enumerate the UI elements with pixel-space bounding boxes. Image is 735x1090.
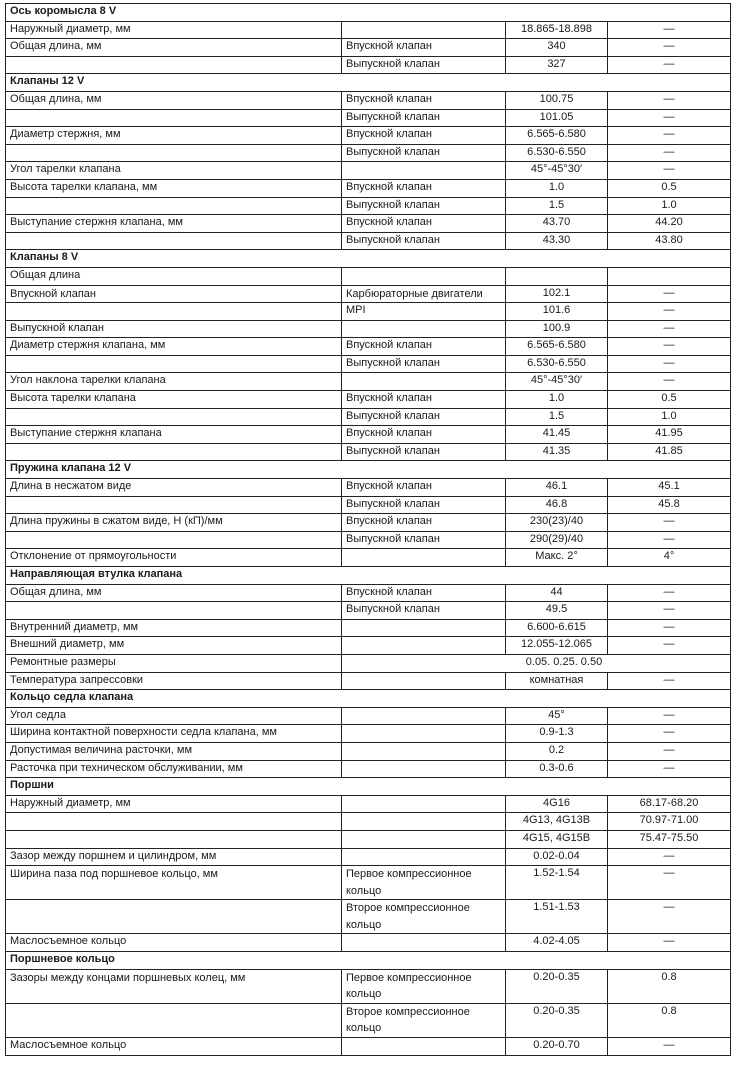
nominal-value-cell: 102.1 xyxy=(506,285,608,303)
spec-row xyxy=(6,267,731,285)
spec-row xyxy=(6,144,731,162)
limit-value-cell: — xyxy=(608,742,731,760)
nominal-value-cell: 0.20-0.35 xyxy=(506,969,608,1003)
parameter-cell: Ширина паза под поршневое кольцо, мм xyxy=(6,866,342,900)
spec-row xyxy=(6,162,731,180)
nominal-value-cell: 100.75 xyxy=(506,91,608,109)
condition-cell xyxy=(342,848,506,866)
limit-value-cell: — xyxy=(608,637,731,655)
spec-row xyxy=(6,672,731,690)
section-header-row xyxy=(6,567,731,585)
nominal-value-cell xyxy=(506,267,608,285)
condition-cell: Карбюраторные двигатели xyxy=(342,285,506,303)
parameter-cell: Высота тарелки клапана, мм xyxy=(6,179,342,197)
spec-row xyxy=(6,109,731,127)
limit-value-cell: — xyxy=(608,338,731,356)
limit-value-cell: — xyxy=(608,707,731,725)
condition-cell xyxy=(342,373,506,391)
nominal-value-cell: 4G13, 4G13B xyxy=(506,813,608,831)
condition-cell: Второе компрессионное кольцо xyxy=(342,900,506,934)
parameter-cell: Общая длина, мм xyxy=(6,584,342,602)
spec-row xyxy=(6,830,731,848)
limit-value-cell: — xyxy=(608,162,731,180)
nominal-value-cell: 4.02-4.05 xyxy=(506,934,608,952)
spec-row xyxy=(6,39,731,57)
parameter-cell: Маслосъемное кольцо xyxy=(6,934,342,952)
spec-row xyxy=(6,373,731,391)
parameter-cell: Внешний диаметр, мм xyxy=(6,637,342,655)
limit-value-cell: 0.8 xyxy=(608,969,731,1003)
parameter-cell: Отклонение от прямоугольности xyxy=(6,549,342,567)
limit-value-cell: — xyxy=(608,355,731,373)
limit-value-cell xyxy=(608,267,731,285)
spec-row xyxy=(6,602,731,620)
parameter-cell: Внутренний диаметр, мм xyxy=(6,619,342,637)
spec-row xyxy=(6,408,731,426)
spec-row xyxy=(6,760,731,778)
limit-value-cell: — xyxy=(608,285,731,303)
spec-row xyxy=(6,725,731,743)
limit-value-cell: — xyxy=(608,602,731,620)
value-cell: 0.05. 0.25. 0.50 xyxy=(342,654,731,672)
limit-value-cell: — xyxy=(608,56,731,74)
nominal-value-cell: 45° xyxy=(506,707,608,725)
spec-row xyxy=(6,637,731,655)
parameter-cell: Выступание стержня клапана, мм xyxy=(6,215,342,233)
nominal-value-cell: 45°-45°30′ xyxy=(506,162,608,180)
nominal-value-cell: 1.5 xyxy=(506,197,608,215)
parameter-cell: Длина в несжатом виде xyxy=(6,479,342,497)
parameter-cell: Наружный диаметр, мм xyxy=(6,795,342,813)
parameter-cell xyxy=(6,303,342,321)
spec-row xyxy=(6,179,731,197)
limit-value-cell: — xyxy=(608,1038,731,1056)
limit-value-cell: — xyxy=(608,900,731,934)
condition-cell xyxy=(342,21,506,39)
section-header-row xyxy=(6,952,731,970)
limit-value-cell: 4° xyxy=(608,549,731,567)
limit-value-cell: — xyxy=(608,109,731,127)
condition-cell: Выпускной клапан xyxy=(342,602,506,620)
nominal-value-cell: 49.5 xyxy=(506,602,608,620)
parameter-cell xyxy=(6,496,342,514)
parameter-cell: Маслосъемное кольцо xyxy=(6,1038,342,1056)
condition-cell: Выпускной клапан xyxy=(342,144,506,162)
spec-row xyxy=(6,795,731,813)
parameter-cell: Допустимая величина расточки, мм xyxy=(6,742,342,760)
limit-value-cell: 0.5 xyxy=(608,179,731,197)
parameter-cell xyxy=(6,813,342,831)
spec-row xyxy=(6,549,731,567)
condition-cell: Выпускной клапан xyxy=(342,408,506,426)
condition-cell: Выпускной клапан xyxy=(342,56,506,74)
condition-cell: Впускной клапан xyxy=(342,426,506,444)
parameter-cell xyxy=(6,144,342,162)
nominal-value-cell: 0.3-0.6 xyxy=(506,760,608,778)
spec-row xyxy=(6,355,731,373)
spec-row xyxy=(6,934,731,952)
nominal-value-cell: 45°-45°30′ xyxy=(506,373,608,391)
spec-row xyxy=(6,21,731,39)
condition-cell: Выпускной клапан xyxy=(342,232,506,250)
spec-row xyxy=(6,320,731,338)
nominal-value-cell: 1.5 xyxy=(506,408,608,426)
limit-value-cell: 0.8 xyxy=(608,1003,731,1037)
nominal-value-cell: 4G16 xyxy=(506,795,608,813)
spec-row xyxy=(6,1038,731,1056)
section-header-row xyxy=(6,250,731,268)
parameter-cell xyxy=(6,531,342,549)
spec-row xyxy=(6,866,731,900)
limit-value-cell: — xyxy=(608,672,731,690)
nominal-value-cell: 0.20-0.70 xyxy=(506,1038,608,1056)
nominal-value-cell: 41.35 xyxy=(506,443,608,461)
condition-cell: Впускной клапан xyxy=(342,179,506,197)
nominal-value-cell: 18.865-18.898 xyxy=(506,21,608,39)
section-header-row xyxy=(6,778,731,796)
parameter-cell: Диаметр стержня, мм xyxy=(6,127,342,145)
limit-value-cell: — xyxy=(608,144,731,162)
parameter-cell: Расточка при техническом обслуживании, мм xyxy=(6,760,342,778)
section-title: Пружина клапана 12 V xyxy=(6,461,731,479)
spec-row xyxy=(6,654,731,672)
nominal-value-cell: 43.70 xyxy=(506,215,608,233)
spec-row xyxy=(6,285,731,303)
nominal-value-cell: 4G15, 4G15B xyxy=(506,830,608,848)
spec-row xyxy=(6,479,731,497)
section-header-row xyxy=(6,690,731,708)
parameter-cell: Наружный диаметр, мм xyxy=(6,21,342,39)
nominal-value-cell: 230(23)/40 xyxy=(506,514,608,532)
limit-value-cell: — xyxy=(608,934,731,952)
condition-cell xyxy=(342,830,506,848)
limit-value-cell: — xyxy=(608,866,731,900)
section-header-row xyxy=(6,4,731,22)
condition-cell: Выпускной клапан xyxy=(342,443,506,461)
limit-value-cell: — xyxy=(608,303,731,321)
limit-value-cell: — xyxy=(608,619,731,637)
condition-cell xyxy=(342,707,506,725)
condition-cell: Впускной клапан xyxy=(342,91,506,109)
limit-value-cell: — xyxy=(608,373,731,391)
section-header-row xyxy=(6,461,731,479)
spec-row xyxy=(6,813,731,831)
parameter-cell: Общая длина, мм xyxy=(6,39,342,57)
nominal-value-cell: 101.6 xyxy=(506,303,608,321)
nominal-value-cell: 100.9 xyxy=(506,320,608,338)
parameter-cell xyxy=(6,232,342,250)
spec-row xyxy=(6,127,731,145)
spec-row xyxy=(6,1003,731,1037)
condition-cell xyxy=(342,549,506,567)
condition-cell xyxy=(342,934,506,952)
condition-cell xyxy=(342,725,506,743)
condition-cell: Впускной клапан xyxy=(342,39,506,57)
nominal-value-cell: Макс. 2° xyxy=(506,549,608,567)
nominal-value-cell: 0.2 xyxy=(506,742,608,760)
nominal-value-cell: 290(29)/40 xyxy=(506,531,608,549)
section-title: Ось коромысла 8 V xyxy=(6,4,731,22)
spec-row xyxy=(6,707,731,725)
condition-cell xyxy=(342,813,506,831)
parameter-cell: Ширина контактной поверхности седла клапана, мм xyxy=(6,725,342,743)
nominal-value-cell: 43.30 xyxy=(506,232,608,250)
condition-cell xyxy=(342,637,506,655)
limit-value-cell: — xyxy=(608,39,731,57)
limit-value-cell: 44.20 xyxy=(608,215,731,233)
condition-cell: Выпускной клапан xyxy=(342,355,506,373)
condition-cell: Выпускной клапан xyxy=(342,197,506,215)
limit-value-cell: — xyxy=(608,725,731,743)
parameter-cell: Диаметр стержня клапана, мм xyxy=(6,338,342,356)
nominal-value-cell: комнатная xyxy=(506,672,608,690)
nominal-value-cell: 41.45 xyxy=(506,426,608,444)
spec-row xyxy=(6,900,731,934)
nominal-value-cell: 46.1 xyxy=(506,479,608,497)
spec-row xyxy=(6,443,731,461)
spec-row xyxy=(6,584,731,602)
limit-value-cell: — xyxy=(608,760,731,778)
spec-table xyxy=(5,3,731,1056)
parameter-cell xyxy=(6,830,342,848)
nominal-value-cell: 44 xyxy=(506,584,608,602)
parameter-cell: Общая длина, мм xyxy=(6,91,342,109)
limit-value-cell: — xyxy=(608,848,731,866)
parameter-cell: Общая длина xyxy=(6,267,342,285)
spec-row xyxy=(6,215,731,233)
condition-cell xyxy=(342,1038,506,1056)
spec-row xyxy=(6,514,731,532)
nominal-value-cell: 0.20-0.35 xyxy=(506,1003,608,1037)
nominal-value-cell: 101.05 xyxy=(506,109,608,127)
parameter-cell: Ремонтные размеры xyxy=(6,654,342,672)
spec-row xyxy=(6,742,731,760)
nominal-value-cell: 340 xyxy=(506,39,608,57)
nominal-value-cell: 0.02-0.04 xyxy=(506,848,608,866)
spec-row xyxy=(6,426,731,444)
limit-value-cell: — xyxy=(608,584,731,602)
spec-row xyxy=(6,56,731,74)
condition-cell xyxy=(342,795,506,813)
limit-value-cell: 45.8 xyxy=(608,496,731,514)
spec-row xyxy=(6,531,731,549)
parameter-cell xyxy=(6,355,342,373)
limit-value-cell: 43.80 xyxy=(608,232,731,250)
spec-row xyxy=(6,338,731,356)
parameter-cell xyxy=(6,197,342,215)
limit-value-cell: 1.0 xyxy=(608,408,731,426)
nominal-value-cell: 46.8 xyxy=(506,496,608,514)
parameter-cell xyxy=(6,109,342,127)
condition-cell: MPI xyxy=(342,303,506,321)
condition-cell: Первое компрессионное кольцо xyxy=(342,866,506,900)
nominal-value-cell: 1.51-1.53 xyxy=(506,900,608,934)
condition-cell xyxy=(342,162,506,180)
limit-value-cell: — xyxy=(608,320,731,338)
condition-cell: Впускной клапан xyxy=(342,338,506,356)
limit-value-cell: — xyxy=(608,531,731,549)
condition-cell: Впускной клапан xyxy=(342,479,506,497)
spec-row xyxy=(6,91,731,109)
parameter-cell: Выпускной клапан xyxy=(6,320,342,338)
limit-value-cell: 0.5 xyxy=(608,391,731,409)
condition-cell: Впускной клапан xyxy=(342,584,506,602)
parameter-cell: Угол тарелки клапана xyxy=(6,162,342,180)
section-title: Клапаны 12 V xyxy=(6,74,731,92)
spec-row xyxy=(6,848,731,866)
condition-cell xyxy=(342,320,506,338)
section-title: Направляющая втулка клапана xyxy=(6,567,731,585)
limit-value-cell: — xyxy=(608,21,731,39)
parameter-cell: Температура запрессовки xyxy=(6,672,342,690)
condition-cell xyxy=(342,760,506,778)
condition-cell: Выпускной клапан xyxy=(342,109,506,127)
limit-value-cell: — xyxy=(608,514,731,532)
parameter-cell: Длина пружины в сжатом виде, Н (кП)/мм xyxy=(6,514,342,532)
parameter-cell: Угол наклона тарелки клапана xyxy=(6,373,342,391)
limit-value-cell: 75.47-75.50 xyxy=(608,830,731,848)
parameter-cell xyxy=(6,602,342,620)
condition-cell: Впускной клапан xyxy=(342,391,506,409)
nominal-value-cell: 6.530-6.550 xyxy=(506,355,608,373)
parameter-cell xyxy=(6,56,342,74)
spec-row xyxy=(6,969,731,1003)
parameter-cell: Угол седла xyxy=(6,707,342,725)
nominal-value-cell: 1.52-1.54 xyxy=(506,866,608,900)
condition-cell: Впускной клапан xyxy=(342,514,506,532)
nominal-value-cell: 6.565-6.580 xyxy=(506,127,608,145)
limit-value-cell: 45.1 xyxy=(608,479,731,497)
condition-cell xyxy=(342,672,506,690)
condition-cell: Первое компрессионное кольцо xyxy=(342,969,506,1003)
section-title: Поршневое кольцо xyxy=(6,952,731,970)
limit-value-cell: 41.95 xyxy=(608,426,731,444)
nominal-value-cell: 6.600-6.615 xyxy=(506,619,608,637)
nominal-value-cell: 12.055-12.065 xyxy=(506,637,608,655)
nominal-value-cell: 1.0 xyxy=(506,391,608,409)
nominal-value-cell: 1.0 xyxy=(506,179,608,197)
limit-value-cell: 1.0 xyxy=(608,197,731,215)
spec-table-body xyxy=(6,4,731,1056)
parameter-cell: Выступание стержня клапана xyxy=(6,426,342,444)
parameter-cell xyxy=(6,408,342,426)
condition-cell xyxy=(342,619,506,637)
parameter-cell: Зазор между поршнем и цилиндром, мм xyxy=(6,848,342,866)
section-title: Поршни xyxy=(6,778,731,796)
nominal-value-cell: 327 xyxy=(506,56,608,74)
condition-cell: Выпускной клапан xyxy=(342,531,506,549)
nominal-value-cell: 6.565-6.580 xyxy=(506,338,608,356)
section-title: Кольцо седла клапана xyxy=(6,690,731,708)
parameter-cell xyxy=(6,900,342,934)
nominal-value-cell: 0.9-1.3 xyxy=(506,725,608,743)
parameter-cell xyxy=(6,1003,342,1037)
section-header-row xyxy=(6,74,731,92)
spec-row xyxy=(6,197,731,215)
condition-cell xyxy=(342,267,506,285)
nominal-value-cell: 6.530-6.550 xyxy=(506,144,608,162)
spec-row xyxy=(6,232,731,250)
spec-row xyxy=(6,496,731,514)
spec-row xyxy=(6,391,731,409)
condition-cell xyxy=(342,742,506,760)
parameter-cell: Зазоры между концами поршневых колец, мм xyxy=(6,969,342,1003)
limit-value-cell: — xyxy=(608,127,731,145)
limit-value-cell: — xyxy=(608,91,731,109)
section-title: Клапаны 8 V xyxy=(6,250,731,268)
condition-cell: Впускной клапан xyxy=(342,127,506,145)
condition-cell: Впускной клапан xyxy=(342,215,506,233)
condition-cell: Выпускной клапан xyxy=(342,496,506,514)
parameter-cell: Высота тарелки клапана xyxy=(6,391,342,409)
spec-row xyxy=(6,303,731,321)
spec-row xyxy=(6,619,731,637)
limit-value-cell: 70.97-71.00 xyxy=(608,813,731,831)
parameter-cell: Впускной клапан xyxy=(6,285,342,303)
condition-cell: Второе компрессионное кольцо xyxy=(342,1003,506,1037)
parameter-cell xyxy=(6,443,342,461)
limit-value-cell: 41.85 xyxy=(608,443,731,461)
limit-value-cell: 68.17-68.20 xyxy=(608,795,731,813)
